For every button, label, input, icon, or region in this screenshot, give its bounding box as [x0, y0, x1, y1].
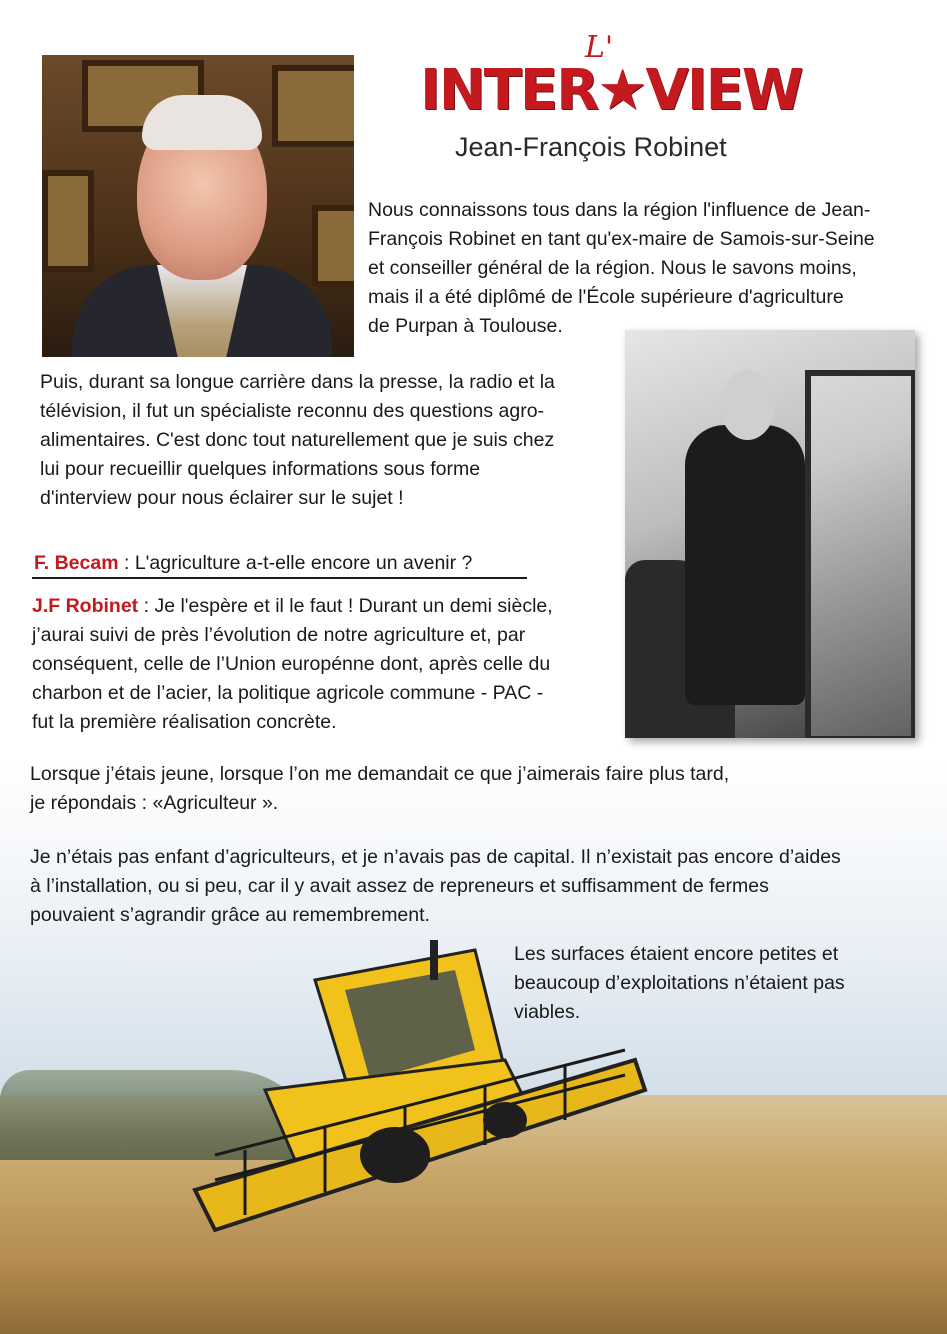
capital-paragraph: Je n’étais pas enfant d’agriculteurs, et je n’avais pas de capital. Il n’existait pas encore d’aides à l’installation, ou si peu, car il y avait assez de repreneurs et suffisamment de fermes pouvaient s’agrandir grâce au remembrement.	[30, 846, 841, 926]
star-icon: ★	[597, 58, 646, 123]
wall-painting	[42, 170, 94, 272]
wall-painting	[312, 205, 354, 287]
intro-paragraph: Nous connaissons tous dans la région l'influence de Jean- François Robinet en tant qu'ex-maire de Samois-sur-Seine et conseiller général de la région. Nous le savons moins, mais il a été diplômé de l'École supérieure d'agriculture de Purpan à Toulouse.	[368, 199, 875, 337]
hair	[142, 95, 262, 150]
logo-article: L'	[585, 30, 614, 65]
question-line: F. Becam : L'agriculture a-t-elle encore un avenir ?	[34, 552, 473, 574]
combine-wheel	[483, 1102, 527, 1138]
childhood-paragraph: Lorsque j’étais jeune, lorsque l’on me demandait ce que j’aimerais faire plus tard, je répondais : «Agriculteur ».	[30, 763, 730, 814]
portrait-photo	[42, 55, 354, 357]
tractor-cab-door	[805, 370, 915, 738]
surfaces-paragraph: Les surfaces étaient encore petites et beaucoup d’exploitations n’étaient pas viables.	[514, 943, 845, 1023]
question-underline	[32, 577, 527, 579]
combine-wheel	[360, 1127, 430, 1183]
wall-painting	[272, 65, 354, 147]
answer-speaker: J.F Robinet	[32, 595, 139, 617]
archive-tractor-photo	[625, 330, 915, 738]
answer-paragraph: J.F Robinet : Je l'espère et il le faut ! Durant un demi siècle, j’aurai suivi de près l’évolution de notre agriculture et, par conséquent, celle de l’Union europénne dont, après celle du charbon et de l’acier, la politique agricole commune - PAC - fut la première réalisation concrète.	[32, 595, 553, 733]
man-head	[720, 370, 775, 440]
career-paragraph: Puis, durant sa longue carrière dans la presse, la radio et la télévision, il fut un spécialiste reconnu des questions agro- alimentaires. C'est donc tout naturellement que je suis chez lui pour recueillir quelques informations sous forme d'interview pour nous éclairer sur le sujet !	[40, 371, 555, 509]
question-speaker: F. Becam	[34, 552, 119, 574]
logo-word: INTER★VIEW	[420, 58, 802, 123]
man-figure	[685, 425, 805, 705]
interviewee-name: Jean-François Robinet	[455, 132, 727, 162]
question-text: L'agriculture a-t-elle encore un avenir ?	[134, 552, 473, 574]
interview-logo	[420, 30, 802, 123]
combine-harvester-image	[185, 940, 655, 1300]
combine-exhaust	[430, 940, 438, 980]
